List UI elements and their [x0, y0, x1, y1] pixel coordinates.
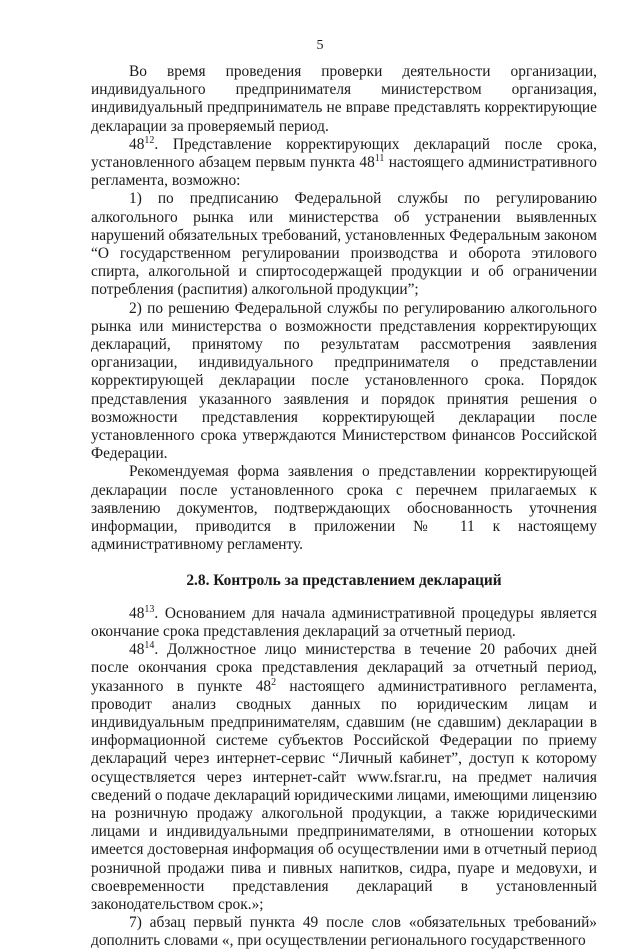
paragraph-item-7: 7) абзац первый пункта 49 после слов «обязательных требований» дополнить словами «, при осуществлении регионального государственного [91, 914, 597, 950]
paragraph-item-48-14 [91, 641, 597, 914]
reference-superscript: 2 [271, 676, 277, 688]
item-text: . Основанием для начала административной процедуры является окончание срока представления деклараций за отчетный период. [91, 604, 597, 640]
item-number: 48 [129, 641, 145, 659]
section-heading: 2.8. Контроль за представлением деклараций [186, 572, 502, 590]
item-number: 48 [129, 135, 145, 153]
reference-superscript: 11 [374, 152, 385, 164]
paragraph-inspection-period: Во время проведения проверки деятельности организации, индивидуального предпринимателя министерством организация, индивидуальный предприниматель не вправе представлять корректирующие декларации за проверяемый период. [91, 63, 597, 135]
item-superscript: 14 [144, 639, 155, 651]
item-text-part-a: . Представление корректирующих деклараций после срока, установленного абзацем первым пункта 48 [91, 135, 597, 172]
item-superscript: 12 [144, 134, 155, 146]
paragraph-item-48-13 [91, 605, 597, 641]
paragraph-recommended-form: Рекомендуемая форма заявления о представлении корректирующей декларации после установленного срока с перечнем прилагаемых к заявлению документов, подтверждающих обоснованность уточнения информации, приводится в приложении № 11 к настоящему административному регламенту. [91, 463, 597, 554]
item-number: 48 [129, 604, 145, 622]
item-superscript: 13 [144, 603, 155, 615]
list-item-2: 2) по решению Федеральной службы по регулированию алкогольного рынка или министерства о возможности представления корректирующих деклараций, принятому по результатам рассмотрения заявления организации, индивидуального предпринимателя о представлении корректирующей декларации после установленного срока. Порядок представления указанного заявления и порядок принятия решения о возможности представления корректирующей декларации после установленного срока утверждаются Министерством финансов Российской Федерации. [91, 299, 597, 463]
page-number: 5 [316, 38, 324, 53]
item-text-part-b: настоящего административного регламента, возможно: [91, 154, 597, 190]
item-text-part-b: настоящего административного регламента, проводит анализ сводных данных по юридическим лицам и индивидуальным предпринимателям, сдавшим (не сдавшим) декларации в информационной системе субъектов Российской Федерации по приему деклараций через интернет-сервис “Личный кабинет”, доступ к которому осуществляется через интернет-сайт www.fsrar.ru, на предмет наличия сведений о подаче деклараций юридическими лицами, имеющими лицензию на розничную продажу алкогольной продукции, а также юридическими лицами и индивидуальными предпринимателями, в отношении которых имеется достоверная информация об осуществлении ими в отчетный период розничной продажи пива и пивных напитков, сидра, пуаре и медовухи, и своевременности представления деклараций в установленный законодательством срок.»; [91, 677, 597, 913]
item-text-part-a: . Должностное лицо министерства в течение 20 рабочих дней после окончания срока представления деклараций за отчетный период, указанного в пункте 48 [91, 641, 597, 695]
paragraph-item-48-12 [91, 136, 597, 191]
list-item-1: 1) по предписанию Федеральной службы по регулированию алкогольного рынка или министерства об устранении выявленных нарушений обязательных требований, установленных Федеральным законом “О государственном регулировании производства и оборота этилового спирта, алкогольной и спиртосодержащей продукции и об ограничении потребления (распития) алкогольной продукции”; [91, 190, 597, 299]
document-body [91, 63, 597, 951]
